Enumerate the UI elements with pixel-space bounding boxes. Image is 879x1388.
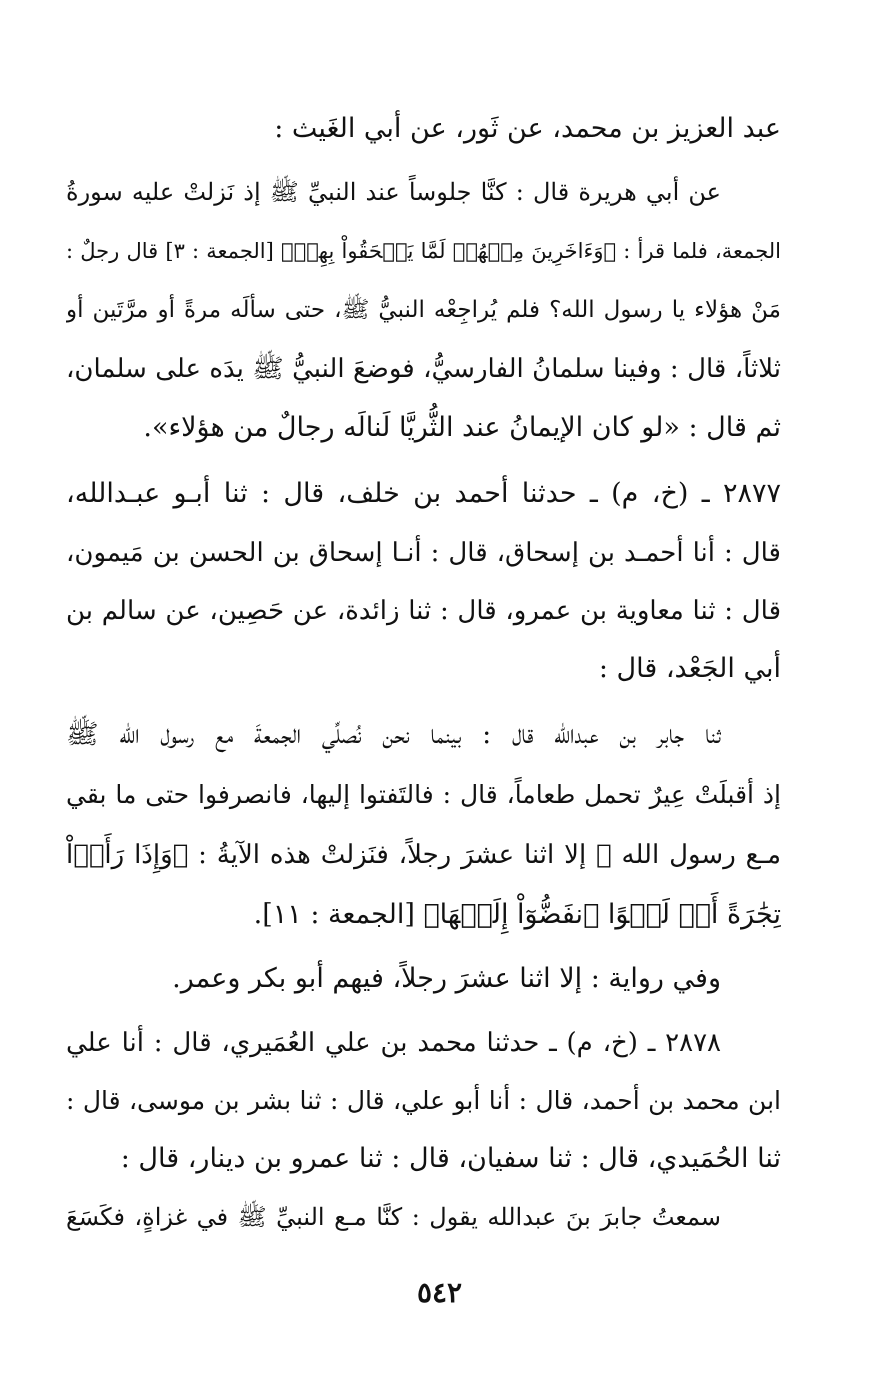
text-line-12: إذ أقبلَتْ عِيرٌ تحمل طعاماً، قال : فالتَفتوا إليها، فانصرفوا حتى ما بقي (66, 780, 781, 809)
text-line-17: ابن محمد بن أحمد، قال : أنا أبو علي، قال : ثنا بشر بن موسى، قال : (66, 1086, 781, 1115)
text-line-13: مـع رسول الله ﷺ إلا اثنا عشرَ رجلاً، فنَزلتْ هذه الآيةُ : ﴿وَإِذَا رَأَوۡاْ (66, 840, 781, 870)
text-line-10: أبي الجَعْد، قال : (598, 653, 781, 684)
text-line-2: عن أبي هريرة قال : كنَّا جلوساً عند النبيِّ ﷺ إذ نَزلتْ عليه سورةُ (66, 178, 721, 206)
page-number: ٥٤٢ (416, 1276, 463, 1309)
text-line-6: ثم قال : «لو كان الإيمانُ عند الثُّريَّا لَنالَه رجالٌ من هؤلاء». (143, 412, 781, 443)
text-line-3: الجمعة، فلما قرأ : ﴿وَءَاخَرِينَ مِنۡهُمۡ لَمَّا يَلۡحَقُواْ بِهِمۡ﴾ [الجمعة : ٣] قال رجلٌ : (66, 239, 781, 263)
text-line-1: عبد العزيز بن محمد، عن ثَور، عن أبي الغَيث : (274, 113, 781, 144)
text-line-18: ثنا الحُمَيدي، قال : ثنا سفيان، قال : ثنا عمرو بن دينار، قال : (120, 1143, 781, 1174)
text-line-14: تِجَٰرَةً أَوۡ لَهۡوًا ٱنفَضُّوٓاْ إِلَيۡهَا﴾ [الجمعة : ١١]. (253, 899, 781, 930)
text-line-5: ثلاثاً، قال : وفينا سلمانُ الفارسيُّ، فوضعَ النبيُّ ﷺ يدَه على سلمان، (66, 354, 781, 384)
text-line-11: ثنا جابر بن عبدالله قال : بينما نحن نُصلِّي الجمعةَ مع رسول الله ﷺ (66, 719, 721, 750)
text-line-19: سمعتُ جابرَ بنَ عبدالله يقول : كنَّا مـع النبيِّ ﷺ في غزاةٍ، فكَسَعَ (66, 1203, 721, 1231)
text-line-9: قال : ثنا معاوية بن عمرو، قال : ثنا زائدة، عن حَصِين، عن سالم بن (66, 596, 781, 626)
text-line-4: مَنْ هؤلاء يا رسول الله؟ فلم يُراجِعْه النبيُّ ﷺ، حتى سألَه مرةً أو مرَّتَين أو (66, 297, 781, 323)
text-line-8: قال : أنا أحمـد بن إسحاق، قال : أنـا إسحاق بن الحسن بن مَيمون، (66, 538, 781, 568)
text-line-15: وفي رواية : إلا اثنا عشرَ رجلاً، فيهم أبو بكر وعمر. (172, 963, 721, 994)
text-line-7: ٢٨٧٧ ـ (خ، م) ـ حدثنا أحمد بن خلف، قال : ثنا أبـو عبـدالله، (66, 478, 781, 509)
text-line-16: ٢٨٧٨ ـ (خ، م) ـ حدثنا محمد بن علي العُمَيري، قال : أنا علي (66, 1028, 721, 1058)
